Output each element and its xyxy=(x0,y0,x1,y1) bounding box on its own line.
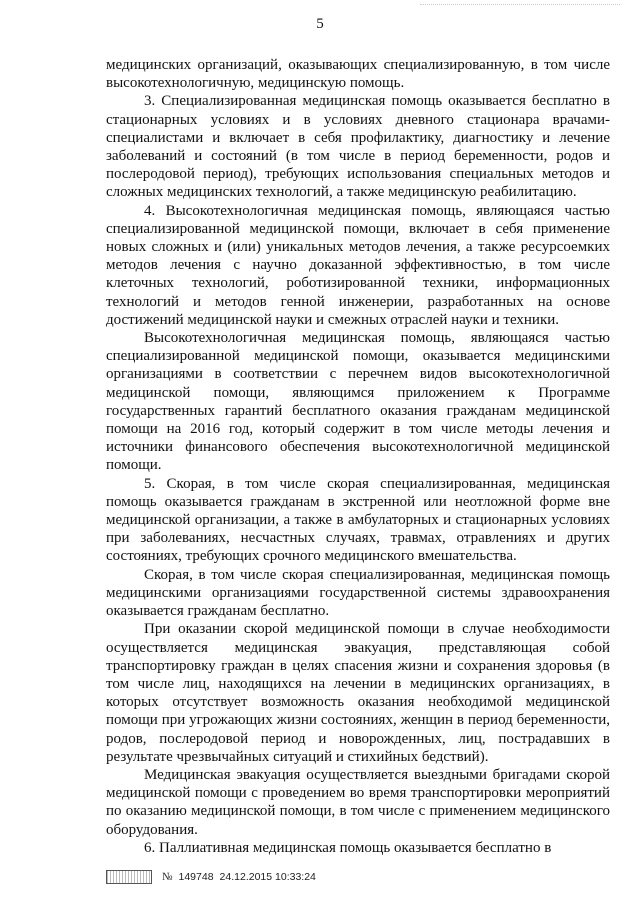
document-footer xyxy=(106,870,316,884)
paragraph: 5. Скорая, в том числе скорая специализированная, медицинская помощь оказывается гражданам в экстренной или неотложной форме вне медицинской организации, а также в амбулаторных и стационарных условиях при заболеваниях, несчастных случаях, травмах, отравлениях и других состояниях, требующих срочного медицинского вмешательства. xyxy=(106,475,610,565)
paragraph: 6. Паллиативная медицинская помощь оказывается бесплатно в xyxy=(144,839,552,856)
document-timestamp: 24.12.2015 10:33:24 xyxy=(219,871,316,883)
paragraph: Скорая, в том числе скорая специализированная, медицинская помощь медицинскими организациями государственной системы здравоохранения оказывается гражданам бесплатно. xyxy=(106,566,610,620)
number-sign: № xyxy=(162,871,173,883)
scan-artifact xyxy=(420,4,620,9)
document-id: 149748 xyxy=(178,871,214,883)
paragraph: Медицинская эвакуация осуществляется выездными бригадами скорой медицинской помощи с проведением во время транспортировки мероприятий по оказанию медицинской помощи, в том числе с применением медицинского оборудования. xyxy=(106,766,610,838)
page-number: 5 xyxy=(316,16,324,32)
paragraph: 3. Специализированная медицинская помощь оказывается бесплатно в стационарных условиях и в условиях дневного стационара врачами-специалистами и включает в себя профилактику, диагностику и лечение заболеваний и состояний (в том числе в период беременности, родов и послеродовой период), требующих использования специальных методов и сложных медицинских технологий, а также медицинскую реабилитацию. xyxy=(106,93,610,201)
paragraph: 4. Высокотехнологичная медицинская помощь, являющаяся частью специализированной медицинской помощи, включает в себя применение новых сложных и (или) уникальных методов лечения, а также ресурсоемких методов лечения с научно доказанной эффективностью, в том числе клеточных технологий, роботизированной техники, информационных технологий и методов генной инженерии, разработанных на основе достижений медицинской науки и смежных отраслей науки и техники. xyxy=(106,202,610,328)
stamp-icon xyxy=(106,870,152,884)
paragraph: При оказании скорой медицинской помощи в случае необходимости осуществляется медицинская эвакуация, представляющая собой транспортировку граждан в целях спасения жизни и сохранения здоровья (в том числе лиц, находящихся на лечении в медицинских организациях, в которых отсутствует возможность оказания необходимой медицинской помощи при угрожающих жизни состояниях, женщин в период беременности, родов, послеродовой период и новорожденных, лиц, пострадавших в результате чрезвычайных ситуаций и стихийных бедствий). xyxy=(106,621,610,765)
document-body xyxy=(106,56,610,857)
paragraph: медицинских организаций, оказывающих специализированную, в том числе высокотехнологичную, медицинскую помощь. xyxy=(106,57,610,92)
paragraph: Высокотехнологичная медицинская помощь, являющаяся частью специализированной медицинской помощи, оказывается медицинскими организациями в соответствии с перечнем видов высокотехнологичной медицинской помощи, являющимся приложением к Программе государственных гарантий бесплатного оказания гражданам медицинской помощи на 2016 год, который содержит в том числе методы лечения и источники финансового обеспечения высокотехнологичной медицинской помощи. xyxy=(106,330,610,474)
